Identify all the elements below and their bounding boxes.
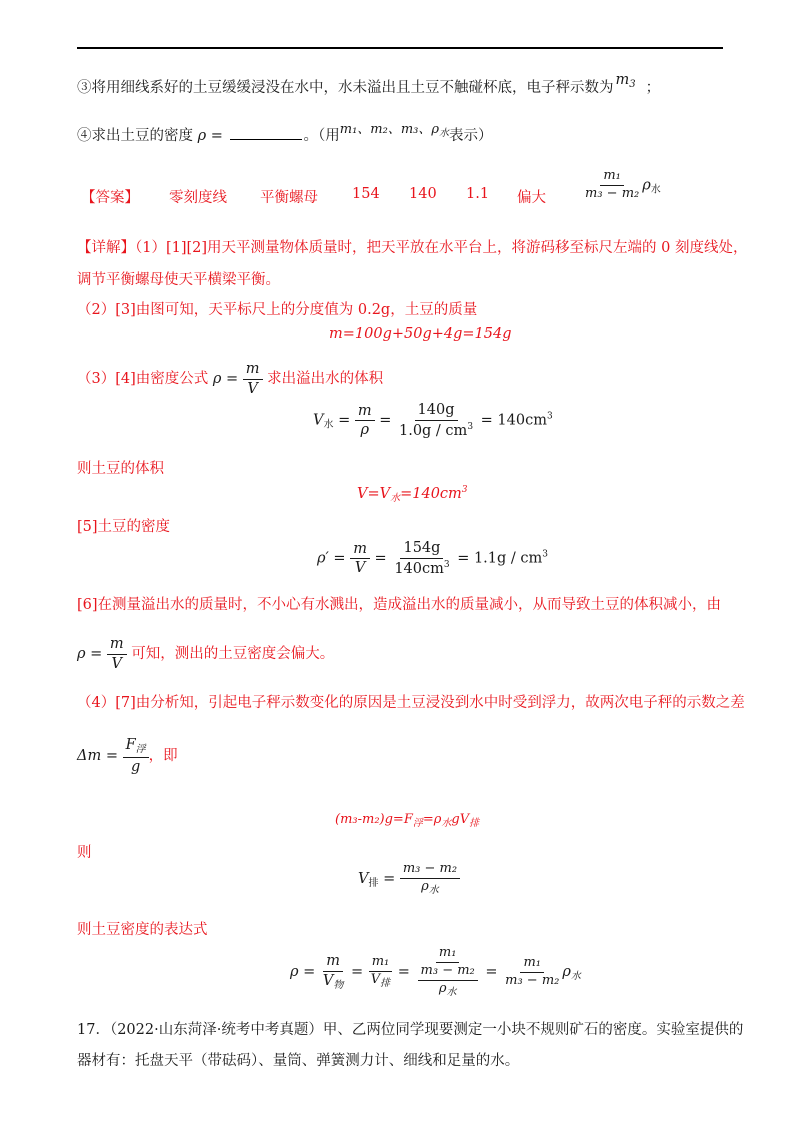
detail-p5: [5]土豆的密度 (77, 519, 171, 535)
step3-var: $m_3$ (615, 72, 636, 90)
detail-p6-line2: ρ = $\frac{m}{V}$ 可知，测出的土豆密度会偏大。 (77, 636, 335, 672)
step4-text: ④求出土豆的密度 (77, 128, 193, 144)
answer-item-4: 140 (409, 186, 437, 202)
answer-item-1: 零刻度线 (169, 190, 227, 206)
step4-end: 。（用 (303, 128, 340, 144)
answer-item-5: 1.1 (466, 186, 490, 202)
eq-overflow-volume: $V_水$ = $\frac{m}{\rho}$ = $\frac{140g}{1.0g / cm^3}$ = $140cm^3$ (313, 402, 553, 439)
detail-p1-line1: 【详解】（1）[1][2]用天平测量物体质量时，把天平放在水平台上，将游码移至标尺左端的 0 刻度线处， (77, 240, 748, 256)
step3-line (77, 72, 661, 98)
answer-blank (230, 139, 302, 140)
detail-p6-line1: [6]在测量溢出水的质量时，不小心有水溅出，造成溢出水的质量减小，从而导致土豆的体积减小，由 (77, 597, 722, 613)
detail-p2: （2）[3]由图可知，天平标尺上的分度值为 0.2g，土豆的质量 (77, 302, 478, 318)
answer-item-2: 平衡螺母 (260, 190, 318, 206)
detail-p7: （4）[7]由分析知，引起电子秤示数变化的原因是土豆浸没到水中时受到浮力，故两次电子秤的示数之差 (77, 695, 745, 711)
detail-p-final: 则土豆密度的表达式 (77, 922, 208, 938)
step4-tail: 表示） (449, 128, 493, 144)
q17-line1: 17．（2022·山东菏泽·统考中考真题）甲、乙两位同学现要测定一小块不规则矿石的密度。实验室提供的 (77, 1022, 744, 1038)
header-rule (77, 47, 723, 49)
detail-p1-line2: 调节平衡螺母使天平横梁平衡。 (77, 272, 280, 288)
step3-text: ③将用细线系好的土豆缓缓浸没在水中，水未溢出且土豆不触碰杯底，电子秤示数为 (77, 80, 614, 96)
answer-label: 【答案】 (81, 190, 139, 206)
q17-line2: 器材有：托盘天平（带砝码）、量筒、弹簧测力计、细线和足量的水。 (77, 1053, 520, 1069)
step3-end: ； (645, 80, 661, 96)
answer-item-3: 154 (352, 186, 380, 202)
eq-displaced-volume: $V_排$ = $\frac{\text{m₃ − m₂}}{\rho_水}$ (358, 862, 460, 896)
eq-delta-m: Δm = $\frac{F_浮}{g}$ ，即 (77, 737, 178, 775)
detail-p-vol: 则土豆的体积 (77, 461, 164, 477)
detail-label: 【详解】 (77, 240, 135, 256)
eq-potato-density: ρ′ = $\frac{m}{V}$ = $\frac{154g}{140cm^3}$ = $1.1g / cm^3$ (317, 540, 549, 577)
eq-buoyancy: $(m_3-m_2)g=F_浮=\rho_水gV_排$ (335, 812, 480, 829)
step4-vars: m₁、m₂、m₃、$\rho_水$ (339, 122, 450, 139)
step4-rho: ρ = (197, 128, 223, 144)
answer-item-6: 偏大 (517, 190, 546, 206)
eq-mass: m=100g+50g+4g=154g (329, 326, 512, 342)
detail-p3: （3）[4]由密度公式 ρ = $\frac{m}{V}$ 求出溢出水的体积 (77, 361, 384, 397)
eq-density-expression: ρ = $\frac{m}{V_物}$ = $\frac{\text{m₁}}{V_排}$ = $\frac{\text{m₁}}{\frac{\text{m₃ − m₂}}{\rho_水}}$ = $\frac{\text{m₁}}{\text{m₃ − m₂}}$ $\rho_水$ (290, 945, 581, 998)
density-formula: ρ = $\frac{m}{V}$ (213, 371, 263, 387)
detail-ze: 则 (77, 845, 92, 861)
density-formula-2: ρ = $\frac{m}{V}$ (77, 646, 127, 662)
step4-line (77, 124, 493, 146)
answer-formula: $\frac{\text{m₁}}{\text{m₃ − m₂}}$ $\rho_水$ (585, 168, 661, 201)
eq-potato-volume: $V=V_水=140cm^3$ (357, 485, 468, 504)
